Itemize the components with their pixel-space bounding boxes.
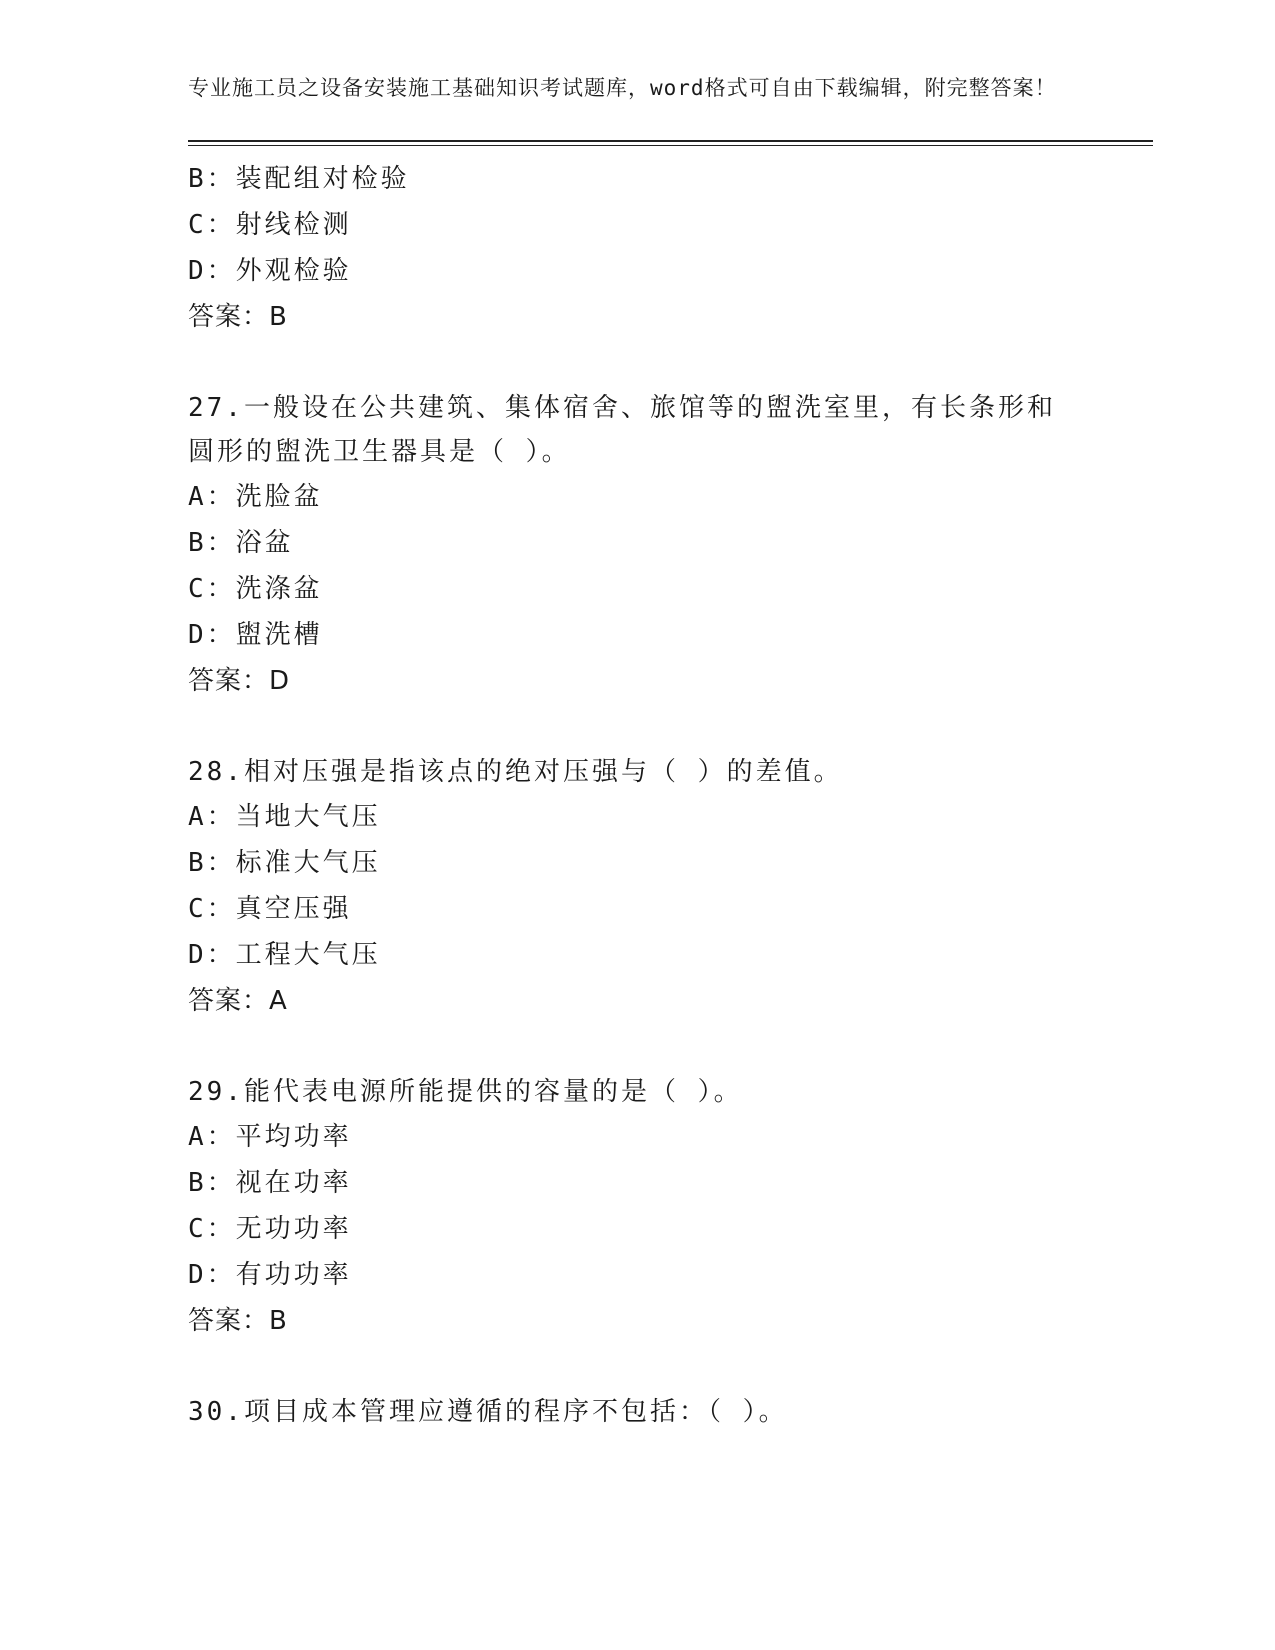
- option-c: C：射线检测: [188, 210, 352, 240]
- question-stem: 27.一般设在公共建筑、集体宿舍、旅馆等的盥洗室里，有长条形和圆形的盥洗卫生器具是（ ）。: [188, 393, 1056, 467]
- answer-line: 答案：B: [188, 302, 288, 332]
- option-a: A：平均功率: [188, 1122, 352, 1152]
- option-b: B：标准大气压: [188, 848, 381, 878]
- option-d: D：外观检验: [188, 256, 352, 286]
- option-d: D：工程大气压: [188, 940, 381, 970]
- document-header: 专业施工员之设备安装施工基础知识考试题库，word格式可自由下载编辑，附完整答案！: [188, 76, 1057, 100]
- option-b: B：浴盆: [188, 528, 294, 558]
- question-list: [188, 156, 1153, 1434]
- question-stem: 28.相对压强是指该点的绝对压强与（ ）的差值。: [188, 757, 843, 787]
- question-29: [188, 1070, 1153, 1344]
- option-d: D：盥洗槽: [188, 620, 323, 650]
- answer-line: 答案：D: [188, 666, 291, 696]
- question-26-partial: [188, 156, 1153, 340]
- option-b: B：装配组对检验: [188, 164, 410, 194]
- header-divider: [188, 140, 1153, 146]
- option-a: A：洗脸盆: [188, 482, 323, 512]
- option-c: C：洗涤盆: [188, 574, 323, 604]
- answer-line: 答案：B: [188, 1306, 288, 1336]
- question-27: [188, 386, 1153, 704]
- question-stem: 30.项目成本管理应遵循的程序不包括：（ ）。: [188, 1397, 788, 1427]
- option-c: C：真空压强: [188, 894, 352, 924]
- question-stem: 29.能代表电源所能提供的容量的是（ ）。: [188, 1077, 743, 1107]
- option-d: D：有功功率: [188, 1260, 352, 1290]
- answer-line: 答案：A: [188, 986, 288, 1016]
- question-30: [188, 1390, 1153, 1434]
- question-28: [188, 750, 1153, 1024]
- option-a: A：当地大气压: [188, 802, 381, 832]
- document-page: [188, 72, 1153, 1434]
- option-b: B：视在功率: [188, 1168, 352, 1198]
- option-c: C：无功功率: [188, 1214, 352, 1244]
